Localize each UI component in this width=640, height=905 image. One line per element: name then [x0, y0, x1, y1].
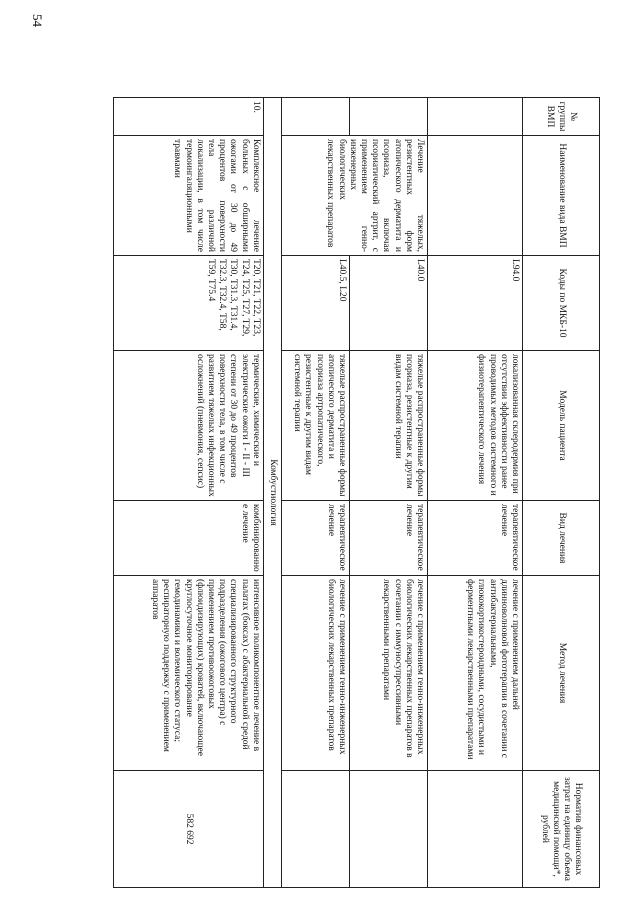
cell-vmp-name — [428, 136, 523, 256]
cell-treatment-type: комбинированное лечение — [113, 501, 263, 576]
cell-patient-model: тяжелые распространенные формы атопического дерматита и псориаза артропатического, резистентные к другим видам системной терапии — [282, 351, 350, 501]
header-group: № группы ВМП — [523, 98, 600, 136]
cell-norm — [350, 771, 428, 888]
cell-norm — [428, 771, 523, 888]
cell-patient-model: локализованная склеродермия при отсутствии эффективности ранее проводимых методов системного и физиотерапевтического лечения — [428, 351, 523, 501]
cell-codes: L40.0 — [350, 256, 428, 351]
cell-group — [282, 98, 350, 136]
rotated-table-wrapper — [105, 97, 600, 887]
cell-norm — [282, 771, 350, 888]
table-row — [350, 98, 428, 888]
header-patient-model: Модель пациента — [523, 351, 600, 501]
cell-norm: 582 692 — [113, 771, 263, 888]
cell-method: лечение с применением генно-инженерных биологических лекарственных препаратов — [282, 576, 350, 771]
cell-patient-model: термические, химические и электрические ожоги I - II - III степени от 30 до 49 процентов поверхности тела, в том числе с развитием тяжелых инфекционных осложнений (пневмония, сепсис) — [113, 351, 263, 501]
cell-method: лечение с применением дальней длинноволновой фототерапии в сочетании с антибактериальными, глюкокортикостероидными, сосудистыми и ферментными лекарственными препаратами — [428, 576, 523, 771]
header-vmp-name: Наименование вида ВМП — [523, 136, 600, 256]
cell-method: интенсивное поликомпонентное лечение в палатах (боксах) с абактериальной средой специализированного структурного подразделения (ожогового центра) с применением противоожоговых (флюидизирующих) кроватей, включающее круглосуточное мониторирование гемодинамики и волемического статуса; респираторную поддержку с применением аппаратов — [113, 576, 263, 771]
cell-codes: L40.5, L20 — [282, 256, 350, 351]
header-codes: Коды по МКБ-10 — [523, 256, 600, 351]
vmp-table — [113, 97, 600, 888]
section-title: Комбустиология — [263, 98, 281, 888]
cell-treatment-type: терапевтическое лечение — [428, 501, 523, 576]
cell-patient-model: тяжелые распространенные формы псориаза, резистентные к другим видам системной терапии — [350, 351, 428, 501]
section-row — [263, 98, 281, 888]
cell-group — [350, 98, 428, 136]
cell-treatment-type: терапевтическое лечение — [350, 501, 428, 576]
header-norm: Норматив финансовых затрат на единицу объема медицинской помощи*, рублей — [523, 771, 600, 888]
table-row — [113, 98, 263, 888]
cell-codes: L94.0 — [428, 256, 523, 351]
cell-method: лечение с применением генно-инженерных биологических лекарственных препаратов в сочетании с иммуносупрессивными лекарственными препаратами — [350, 576, 428, 771]
cell-codes: T20, T21, T22, T23, T24, T25, T27, T29, T30, T31.3, T31.4, T32.3, T32.4, T58, T59, T75.4 — [113, 256, 263, 351]
header-method: Метод лечения — [523, 576, 600, 771]
cell-group: 10. — [113, 98, 263, 136]
cell-vmp-name: Лечение тяжелых, резистентных форм атопического дерматита и псориаза, включая псориатический артрит, с применением генно-инженерных биологических лекарственных препаратов — [282, 136, 428, 256]
page-number: 54 — [30, 14, 45, 27]
cell-vmp-name: Комплексное лечение больных с обширными ожогами от 30 до 49 процентов поверхности тела различной локализации, в том числе термоингаляционными травмами — [113, 136, 263, 256]
cell-treatment-type: терапевтическое лечение — [282, 501, 350, 576]
header-treatment-type: Вид лечения — [523, 501, 600, 576]
cell-group — [428, 98, 523, 136]
table-header-row — [523, 98, 600, 888]
table-row — [428, 98, 523, 888]
